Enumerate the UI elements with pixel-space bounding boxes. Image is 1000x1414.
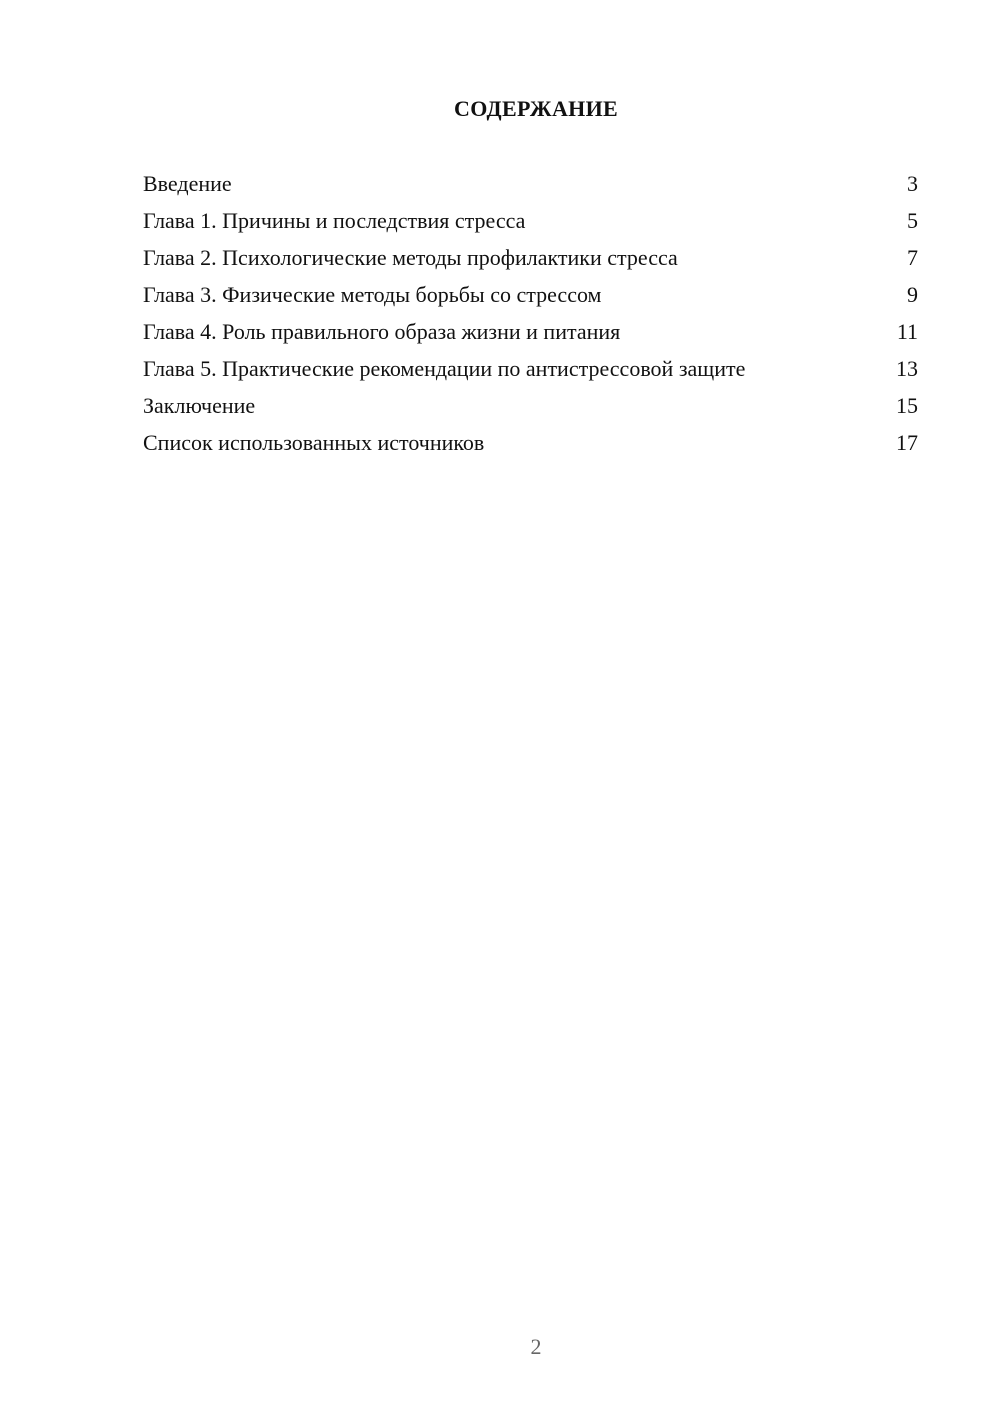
toc-entry-chapter-5 [143,355,918,382]
toc-entry-references [143,429,918,456]
toc-entry-chapter-1 [143,207,918,234]
toc-entry-page: 11 [896,319,918,344]
toc-entry-title: Глава 4. Роль правильного образа жизни и питания [143,319,621,344]
toc-entry-page: 15 [896,393,918,418]
toc-entry-page: 9 [907,282,918,307]
page-title: СОДЕРЖАНИЕ [454,96,618,121]
toc-entry-title: Глава 3. Физические методы борьбы со стрессом [143,282,602,307]
toc-entry-title: Глава 1. Причины и последствия стресса [143,208,526,233]
toc-entry-page: 13 [896,356,918,381]
toc-entry-title: Глава 5. Практические рекомендации по антистрессовой защите [143,356,746,381]
toc-entry-title: Глава 2. Психологические методы профилактики стресса [143,245,678,270]
toc-entry-conclusion [143,392,918,419]
table-of-contents [143,170,918,466]
toc-entry-chapter-4 [143,318,918,345]
toc-entry-chapter-3 [143,281,918,308]
toc-entry-page: 7 [907,245,918,270]
toc-entry-title: Введение [143,171,232,196]
toc-entry-introduction [143,170,918,197]
toc-entry-chapter-2 [143,244,918,271]
page-number: 2 [530,1334,542,1359]
toc-entry-page: 5 [907,208,918,233]
toc-entry-page: 17 [896,430,918,455]
toc-entry-title: Список использованных источников [143,430,485,455]
toc-entry-page: 3 [907,171,918,196]
toc-entry-title: Заключение [143,393,256,418]
